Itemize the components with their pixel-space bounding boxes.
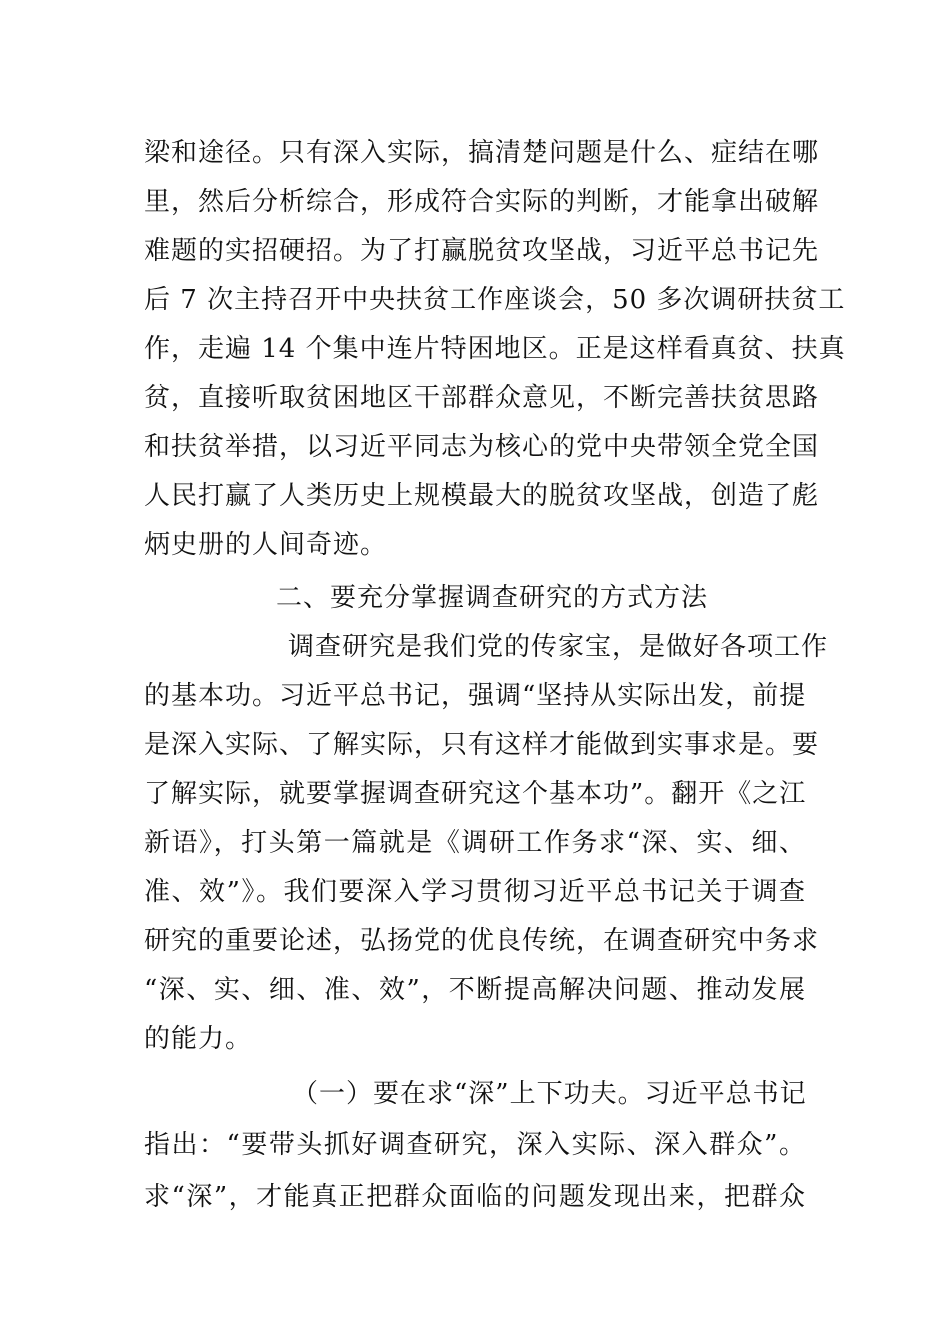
paragraph-line: 求“深”，才能真正把群众面临的问题发现出来，把群众 [144,1182,806,1212]
paragraph-line: 作，走遍 14 个集中连片特困地区。正是这样看真贫、扶真 [144,334,846,364]
paragraph-line: 难题的实招硬招。为了打赢脱贫攻坚战，习近平总书记先 [144,236,820,266]
paragraph-line: 调查研究是我们党的传家宝，是做好各项工作 [288,632,829,662]
paragraph-line: 准、效”》。我们要深入学习贯彻习近平总书记关于调查 [144,877,806,907]
paragraph-line: 梁和途径。只有深入实际，搞清楚问题是什么、症结在哪 [144,138,820,168]
paragraph-line: 里，然后分析综合，形成符合实际的判断，才能拿出破解 [144,187,820,217]
paragraph-line: 新语》，打头第一篇就是《调研工作务求“深、实、细、 [144,828,806,858]
paragraph-line: 了解实际，就要掌握调查研究这个基本功”。翻开《之江 [144,779,807,809]
paragraph-line: 是深入实际、了解实际，只有这样才能做到实事求是。要 [144,730,820,760]
paragraph-line: 的基本功。习近平总书记，强调“坚持从实际出发，前提 [144,681,807,711]
paragraph-line: 贫，直接听取贫困地区干部群众意见，不断完善扶贫思路 [144,383,820,413]
section-heading: 二、要充分掌握调查研究的方式方法 [276,583,709,613]
paragraph-line: （一）要在求“深”上下功夫。习近平总书记 [292,1079,807,1109]
paragraph-line: 后 7 次主持召开中央扶贫工作座谈会，50 多次调研扶贫工 [144,285,846,315]
paragraph-line: “深、实、细、准、效”，不断提高解决问题、推动发展 [144,975,806,1005]
paragraph-line: 的能力。 [144,1024,253,1054]
paragraph-line: 研究的重要论述，弘扬党的优良传统，在调查研究中务求 [144,926,820,956]
paragraph-line: 和扶贫举措，以习近平同志为核心的党中央带领全党全国 [144,432,820,462]
paragraph-line: 炳史册的人间奇迹。 [144,530,388,560]
paragraph-line: 人民打赢了人类历史上规模最大的脱贫攻坚战，创造了彪 [144,481,820,511]
paragraph-line: 指出：“要带头抓好调查研究，深入实际、深入群众”。 [144,1130,806,1160]
